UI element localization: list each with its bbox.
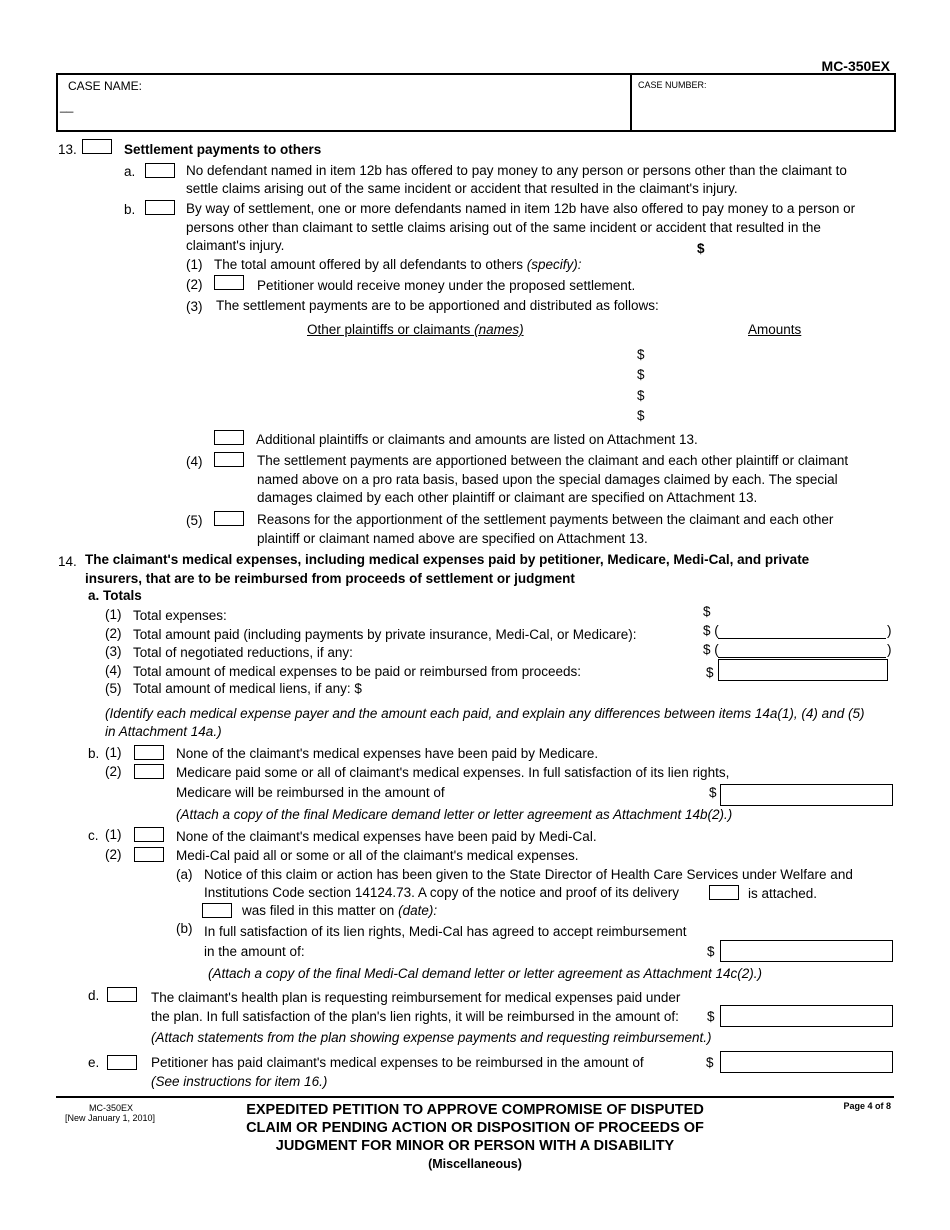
item14ca-filed-checkbox[interactable] — [202, 903, 232, 918]
additional-checkbox[interactable] — [214, 430, 244, 445]
item14d-checkbox[interactable] — [107, 987, 137, 1002]
col-amounts-header: Amounts — [748, 322, 802, 337]
footer-title — [200, 1101, 750, 1173]
item14cb-dollar: $ — [707, 944, 715, 959]
item14cb-line2: in the amount of: — [204, 944, 305, 959]
total3-prefix: $ ( — [703, 642, 719, 657]
identify-line1: (Identify each medical expense payer and the amount each paid, and explain any differences between items 14a(1), (4) and (5) — [105, 706, 865, 721]
item13b4-num: (4) — [186, 454, 203, 469]
footer-form-id: MC-350EX — [89, 1103, 134, 1113]
item14-number: 14. — [58, 554, 77, 569]
total2-prefix: $ ( — [703, 623, 719, 638]
total1-text: Total expenses: — [133, 608, 227, 623]
item14cb-label: (b) — [176, 921, 193, 936]
footer-title-line3: JUDGMENT FOR MINOR OR PERSON WITH A DISABILITY — [275, 1138, 675, 1154]
total5-text: Total amount of medical liens, if any: $ — [133, 681, 362, 696]
item13a-line1: No defendant named in item 12b has offered to pay money to any person or persons other than the claimant to — [186, 163, 847, 178]
form-id: MC-350EX — [821, 58, 890, 74]
item14b2-line2: Medicare will be reimbursed in the amount of — [176, 785, 445, 800]
item14c2-checkbox[interactable] — [134, 847, 164, 862]
item14-title-line1: The claimant's medical expenses, including medical expenses paid by petitioner, Medicare, Medi-Cal, and private — [85, 552, 810, 567]
item13-title: Settlement payments to others — [124, 142, 322, 157]
total2-line[interactable] — [718, 638, 886, 639]
item14c1-checkbox[interactable] — [134, 827, 164, 842]
item13a-checkbox[interactable] — [145, 163, 175, 178]
item13b2-num: (2) — [186, 277, 203, 292]
item13b-checkbox[interactable] — [145, 200, 175, 215]
item14-title-line2: insurers, that are to be reimbursed from proceeds of settlement or judgment — [85, 571, 575, 586]
item13b4-line3: damages claimed by each other plaintiff or claimant are specified on Attachment 13. — [257, 490, 758, 505]
amount-row-4[interactable]: $ — [637, 408, 645, 423]
item13b-line3: claimant's injury. — [186, 238, 285, 253]
item13a-label: a. — [124, 164, 136, 179]
total3-line[interactable] — [718, 657, 886, 658]
amount-row-3[interactable]: $ — [637, 388, 645, 403]
item13b-line1: By way of settlement, one or more defendants named in item 12b have also offered to pay money to a person or — [186, 201, 856, 216]
amount-row-1[interactable]: $ — [637, 347, 645, 362]
item14ca-attached: is attached. — [748, 886, 818, 901]
total3-text: Total of negotiated reductions, if any: — [133, 645, 353, 660]
item13b3-num: (3) — [186, 299, 203, 314]
item14c1-num: (1) — [105, 827, 122, 842]
item13b5-line1: Reasons for the apportionment of the settlement payments between the claimant and each other — [257, 512, 834, 527]
item14b-label: b. — [88, 746, 100, 761]
case-name-value[interactable]: __ — [60, 99, 74, 113]
footer-title-line1: EXPEDITED PETITION TO APPROVE COMPROMISE OF DISPUTED — [246, 1102, 704, 1118]
item14e-dollar: $ — [706, 1055, 714, 1070]
item14c2-text: Medi-Cal paid all or some or all of the claimant's medical expenses. — [176, 848, 579, 863]
item14d-amount-field[interactable] — [720, 1005, 893, 1027]
item14c2-num: (2) — [105, 847, 122, 862]
total5-num: (5) — [105, 681, 122, 696]
identify-line2: in Attachment 14a.) — [105, 724, 222, 739]
additional-text: Additional plaintiffs or claimants and amounts are listed on Attachment 13. — [256, 432, 698, 447]
item14e-checkbox[interactable] — [107, 1055, 137, 1070]
page-number: Page 4 of 8 — [843, 1101, 891, 1111]
item14a-title: a. Totals — [88, 588, 142, 603]
item14e-amount-field[interactable] — [720, 1051, 893, 1073]
item13b1-text: The total amount offered by all defendants to others (specify): — [214, 257, 582, 272]
total3-num: (3) — [105, 644, 122, 659]
item14b1-text: None of the claimant's medical expenses have been paid by Medicare. — [176, 746, 599, 761]
item14b2-num: (2) — [105, 764, 122, 779]
item13a-line2: settle claims arising out of the same incident or accident that resulted in the claimant's injury. — [186, 181, 738, 196]
item14b2-dollar: $ — [709, 785, 717, 800]
total2-suffix: ) — [887, 623, 892, 638]
item14e-line2: (See instructions for item 16.) — [151, 1074, 328, 1089]
item14d-dollar: $ — [707, 1009, 715, 1024]
item14d-label: d. — [88, 988, 100, 1003]
case-name-label: CASE NAME: — [68, 79, 143, 93]
item13b-line2: persons other than claimant to settle claims arising out of the same incident or accident that resulted in the — [186, 220, 821, 235]
total2-text: Total amount paid (including payments by private insurance, Medi-Cal, or Medicare): — [133, 627, 637, 642]
item14e-label: e. — [88, 1055, 100, 1070]
item13b5-num: (5) — [186, 513, 203, 528]
item13b2-checkbox[interactable] — [214, 275, 244, 290]
total1-num: (1) — [105, 607, 122, 622]
item14cb-amount-field[interactable] — [720, 940, 893, 962]
item14b2-line1: Medicare paid some or all of claimant's medical expenses. In full satisfaction of its lien rights, — [176, 765, 730, 780]
footer-revision: [New January 1, 2010] — [65, 1113, 156, 1123]
item13-number: 13. — [58, 142, 77, 157]
footer-subtitle: (Miscellaneous) — [428, 1157, 522, 1171]
item14ca-label: (a) — [176, 867, 193, 882]
item14d-attach: (Attach statements from the plan showing expense payments and requesting reimbursement.) — [151, 1030, 712, 1045]
item14d-line1: The claimant's health plan is requesting reimbursement for medical expenses paid under — [151, 990, 681, 1005]
total4-field[interactable] — [718, 659, 888, 681]
amount-row-2[interactable]: $ — [637, 367, 645, 382]
item13b3-text: The settlement payments are to be apportioned and distributed as follows: — [216, 298, 659, 313]
item13b4-line1: The settlement payments are apportioned between the claimant and each other plaintiff or claimant — [257, 453, 849, 468]
item14e-line1: Petitioner has paid claimant's medical expenses to be reimbursed in the amount of — [151, 1055, 644, 1070]
col-names-header: Other plaintiffs or claimants (names) — [307, 322, 524, 337]
item13b5-checkbox[interactable] — [214, 511, 244, 526]
item13b5-line2: plaintiff or claimant named above are specified on Attachment 13. — [257, 531, 648, 546]
item13b2-text: Petitioner would receive money under the proposed settlement. — [257, 278, 636, 293]
item13b1-num: (1) — [186, 257, 203, 272]
item14b2-amount-field[interactable] — [720, 784, 893, 806]
item14d-line2: the plan. In full satisfaction of the plan's lien rights, it will be reimbursed in the amount of: — [151, 1009, 679, 1024]
total4-text: Total amount of medical expenses to be paid or reimbursed from proceeds: — [133, 664, 581, 679]
case-number-label: CASE NUMBER: — [638, 80, 707, 90]
item14ca-line1: Notice of this claim or action has been given to the State Director of Health Care Services under Welfare and — [204, 867, 853, 882]
item14cb-line1: In full satisfaction of its lien rights, Medi-Cal has agreed to accept reimbursement — [204, 924, 687, 939]
item13b-dollar: $ — [697, 241, 705, 256]
item14c-label: c. — [88, 828, 99, 843]
case-header-box — [56, 73, 896, 132]
item13b4-line2: named above on a pro rata basis, based upon the special damages claimed by each. The special — [257, 472, 838, 487]
footer-rule — [56, 1096, 894, 1098]
item14ca-attached-checkbox[interactable] — [709, 885, 739, 900]
item13-checkbox[interactable] — [82, 139, 112, 154]
total3-suffix: ) — [887, 642, 892, 657]
item14b2-checkbox[interactable] — [134, 764, 164, 779]
total2-num: (2) — [105, 626, 122, 641]
item14cb-attach: (Attach a copy of the final Medi-Cal demand letter or letter agreement as Attachment 14c(2).) — [208, 966, 763, 981]
footer-title-line2: CLAIM OR PENDING ACTION OR DISPOSITION OF PROCEEDS OF — [246, 1120, 704, 1136]
item14b1-checkbox[interactable] — [134, 745, 164, 760]
item14c1-text: None of the claimant's medical expenses have been paid by Medi-Cal. — [176, 829, 597, 844]
item14ca-line2: Institutions Code section 14124.73. A copy of the notice and proof of its delivery — [204, 885, 680, 900]
item14b2-attach: (Attach a copy of the final Medicare demand letter or letter agreement as Attachment 14b(2).) — [176, 807, 733, 822]
item13b4-checkbox[interactable] — [214, 452, 244, 467]
total1-prefix: $ — [703, 604, 711, 619]
total4-prefix: $ — [706, 665, 714, 680]
item14ca-filed: was filed in this matter on (date): — [242, 903, 438, 918]
total4-num: (4) — [105, 663, 122, 678]
item13b-label: b. — [124, 202, 136, 217]
item14b1-num: (1) — [105, 745, 122, 760]
